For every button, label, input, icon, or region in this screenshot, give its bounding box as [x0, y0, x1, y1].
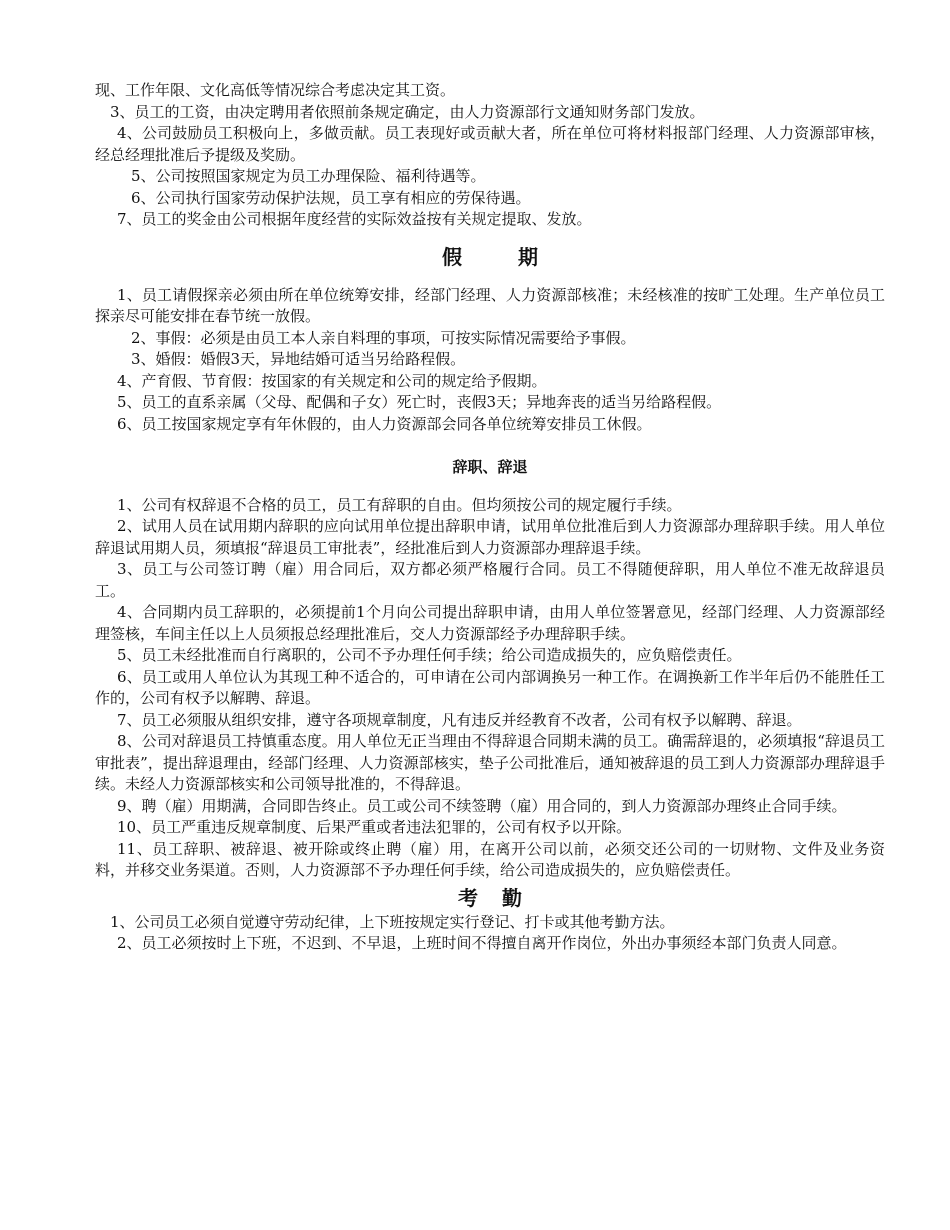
attendance-heading	[95, 884, 885, 912]
resignation-item-3: 3、员工与公司签订聘（雇）用合同后，双方都必须严格履行合同。员工不得随便辞职，用人单位不准无故辞退员工。	[95, 560, 885, 600]
vacation-item-5: 5、员工的直系亲属（父母、配偶和子女）死亡时，丧假3天；异地奔丧的适当另给路程假。	[117, 393, 722, 411]
resignation-item-11: 11、员工辞职、被辞退、被开除或终止聘（雇）用，在离开公司以前，必须交还公司的一切财物、文件及业务资料，并移交业务渠道。否则，人力资源部不予办理任何手续，给公司造成损失的，应负赔偿责任。	[95, 839, 885, 879]
vacation-item-1: 1、员工请假探亲必须由所在单位统筹安排，经部门经理、人力资源部核准；未经核准的按旷工处理。生产单位员工探亲尽可能安排在春节统一放假。	[95, 285, 885, 325]
salary-item-6: 6、公司执行国家劳动保护法规，员工享有相应的劳保待遇。	[131, 188, 531, 207]
vacation-heading	[95, 243, 885, 271]
vacation-heading-char-1: 假	[442, 244, 462, 269]
salary-item-7: 7、员工的奖金由公司根据年度经营的实际效益按有关规定提取、发放。	[117, 210, 592, 228]
resignation-item-4: 4、合同期内员工辞职的，必须提前1个月向公司提出辞职申请，由用人单位签署意见，经部门经理、人力资源部经理签核，车间主任以上人员须报总经理批准后，交人力资源部经予办理辞职手续。	[95, 603, 885, 643]
salary-item-3: 3、员工的工资，由决定聘用者依照前条规定确定，由人力资源部行文通知财务部门发放。	[110, 102, 705, 121]
vacation-item-6: 6、员工按国家规定享有年休假的，由人力资源部会同各单位统筹安排员工休假。	[117, 414, 652, 433]
resignation-item-5: 5、员工未经批准而自行离职的，公司不予办理任何手续；给公司造成损失的，应负赔偿责任。	[117, 646, 742, 664]
salary-item-4: 4、公司鼓励员工积极向上，多做贡献。员工表现好或贡献大者，所在单位可将材料报部门经理、人力资源部审核，经总经理批准后予提级及奖励。	[95, 124, 885, 164]
vacation-item-4: 4、产育假、节育假：按国家的有关规定和公司的规定给予假期。	[117, 371, 547, 390]
resignation-item-8: 8、公司对辞退员工持慎重态度。用人单位无正当理由不得辞退合同期未满的员工。确需辞退的，必须填报“辞退员工审批表”，提出辞退理由，经部门经理、人力资源部核实，垫子公司批准后，通知被辞退的员工到人力资源部办理辞退手续。未经人力资源部核实和公司领导批准的，不得辞退。	[95, 732, 885, 793]
resignation-item-7: 7、员工必须服从组织安排，遵守各项规章制度，凡有违反并经教育不改者，公司有权予以解聘、辞退。	[117, 710, 802, 729]
resignation-item-2: 2、试用人员在试用期内辞职的应向试用单位提出辞职申请，试用单位批准后到人力资源部办理辞职手续。用人单位辞退试用期人员，须填报“辞退员工审批表”，经批准后到人力资源部办理辞退手续。	[95, 517, 885, 557]
attendance-heading-char-2: 勤	[502, 885, 522, 910]
salary-item-5: 5、公司按照国家规定为员工办理保险、福利待遇等。	[131, 167, 486, 185]
vacation-heading-char-2: 期	[518, 244, 538, 269]
document-page	[95, 80, 885, 955]
resignation-item-1: 1、公司有权辞退不合格的员工，员工有辞职的自由。但均须按公司的规定履行手续。	[117, 495, 682, 514]
attendance-heading-char-1: 考	[458, 885, 478, 910]
vacation-item-2: 2、事假：必须是由员工本人亲自料理的事项，可按实际情况需要给予事假。	[131, 328, 636, 347]
resignation-heading: 辞职、辞退	[452, 458, 528, 476]
resignation-item-9: 9、聘（雇）用期满，合同即告终止。员工或公司不续签聘（雇）用合同的，到人力资源部办理终止合同手续。	[117, 796, 847, 815]
attendance-item-2: 2、员工必须按时上下班，不迟到、不早退，上班时间不得擅自离开作岗位，外出办事须经本部门负责人同意。	[117, 934, 847, 952]
vacation-item-3: 3、婚假：婚假3天，异地结婚可适当另给路程假。	[131, 350, 466, 368]
attendance-item-1: 1、公司员工必须自觉遵守劳动纪律，上下班按规定实行登记、打卡或其他考勤方法。	[110, 912, 675, 931]
resignation-item-6: 6、员工或用人单位认为其现工种不适合的，可申请在公司内部调换另一种工作。在调换新工作半年后仍不能胜任工作的，公司有权予以解聘、辞退。	[95, 667, 885, 707]
salary-paragraph-continuation: 现、工作年限、文化高低等情况综合考虑决定其工资。	[95, 81, 456, 99]
resignation-item-10: 10、员工严重违反规章制度、后果严重或者违法犯罪的，公司有权予以开除。	[117, 818, 632, 836]
